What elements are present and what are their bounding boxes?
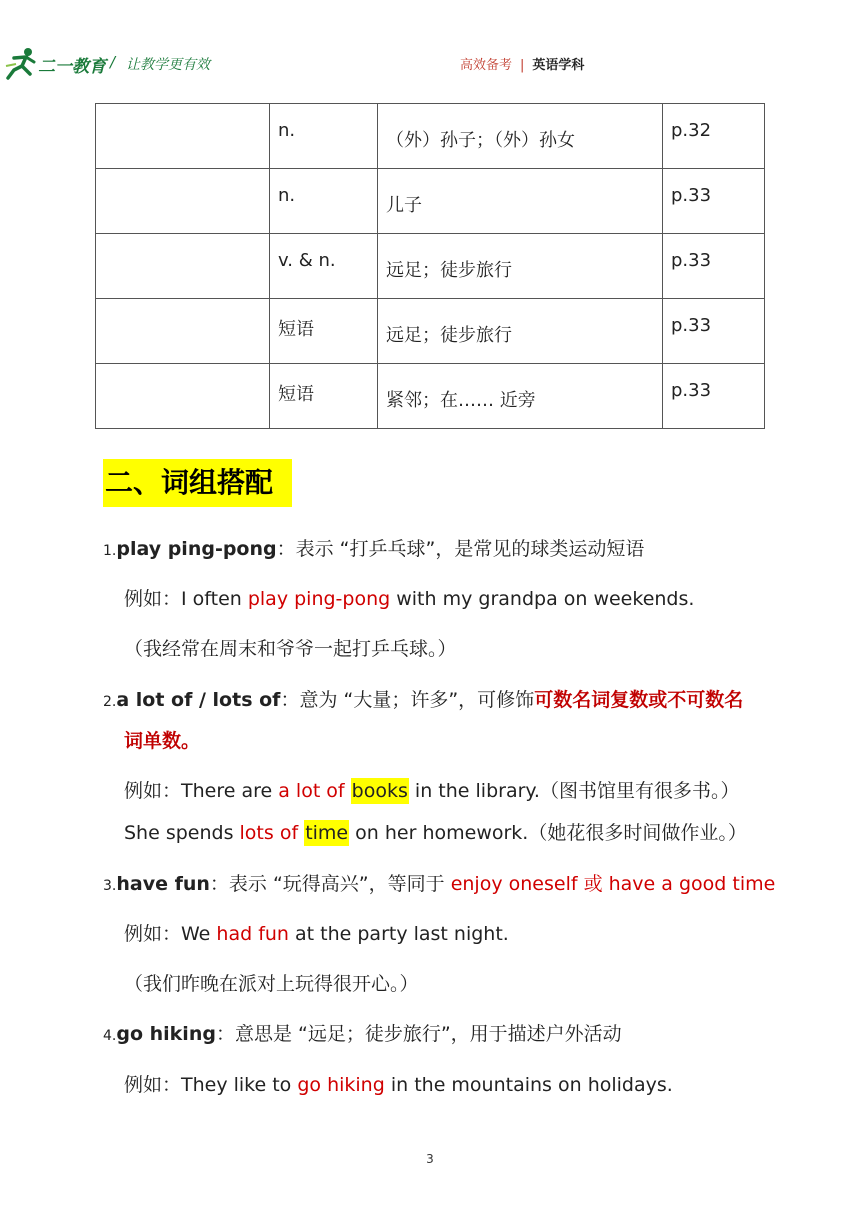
header-right (460, 54, 584, 73)
example-text: 例如：We (124, 923, 217, 945)
phrase-item-1 (103, 534, 644, 561)
pos-cell: n. (270, 169, 378, 234)
item-number: 4. (103, 1028, 117, 1044)
section-heading: 二、词组搭配 (103, 459, 292, 507)
phrase-item-2-continued (124, 726, 200, 753)
example-sentence (124, 818, 747, 845)
highlighted-phrase: a lot of (278, 780, 345, 802)
example-sentence (124, 776, 739, 803)
emphasis-text: 词单数。 (124, 730, 201, 752)
pos-cell: 短语 (270, 364, 378, 429)
item-number: 1. (103, 543, 117, 559)
example-text: in the mountains on holidays. (384, 1074, 673, 1096)
header-tag-left: 高效备考 (460, 58, 513, 73)
phrase-description: ：意思是 “远足；徒步旅行”，用于描述户外活动 (215, 1023, 622, 1045)
word-cell (96, 364, 270, 429)
table-row (96, 169, 765, 234)
table-row (96, 234, 765, 299)
highlighted-noun: books (351, 780, 408, 802)
example-text: She spends (124, 822, 240, 844)
example-text: on her homework.（她花很多时间做作业。） (349, 822, 747, 844)
slogan: 让教学更有效 (126, 57, 210, 73)
page-cell: p.32 (663, 104, 765, 169)
example-text: 例如：I often (124, 588, 248, 610)
spacer (345, 780, 351, 802)
phrase: a lot of / lots of (116, 689, 281, 711)
table-row (96, 104, 765, 169)
example-text: at the party last night. (288, 923, 509, 945)
translation: （我们昨晚在派对上玩得很开心。） (124, 973, 419, 995)
page-cell: p.33 (663, 364, 765, 429)
phrase: play ping-pong (116, 538, 277, 560)
translation: （我经常在周末和爷爷一起打乒乓球。） (124, 638, 457, 660)
highlighted-phrase: play ping-pong (247, 588, 391, 610)
item-number: 2. (103, 694, 117, 710)
brand-name: 二一教育 (38, 57, 106, 77)
meaning-cell: （外）孙子；（外）孙女 (378, 104, 663, 169)
table-row (96, 364, 765, 429)
example-text: 例如：There are (124, 780, 279, 802)
pos-cell: n. (270, 104, 378, 169)
pos-cell: v. & n. (270, 234, 378, 299)
meaning-cell: 紧邻；在…… 近旁 (378, 364, 663, 429)
runner-logo-icon (4, 44, 38, 80)
brand-separator: / (110, 53, 116, 71)
page-cell: p.33 (663, 169, 765, 234)
highlighted-phrase: had fun (216, 923, 289, 945)
page-number: 3 (426, 1152, 434, 1166)
phrase-description: ：表示 “打乒乓球”，是常见的球类运动短语 (276, 538, 645, 560)
highlighted-noun: time (305, 822, 349, 844)
phrase-item-3 (103, 869, 775, 896)
phrase-description: ：意为 “大量；许多”，可修饰 (280, 689, 535, 711)
meaning-cell: 远足；徒步旅行 (378, 234, 663, 299)
word-cell (96, 169, 270, 234)
word-cell (96, 104, 270, 169)
highlighted-phrase: lots of (239, 822, 299, 844)
example-text: with my grandpa on weekends. (390, 588, 695, 610)
highlighted-phrase: go hiking (297, 1074, 385, 1096)
word-cell (96, 234, 270, 299)
example-sentence (124, 1070, 673, 1097)
table-row (96, 299, 765, 364)
example-text: in the library.（图书馆里有很多书。） (408, 780, 740, 802)
phrase-item-2 (103, 685, 743, 712)
example-sentence (124, 919, 509, 946)
word-cell (96, 299, 270, 364)
meaning-cell: 远足；徒步旅行 (378, 299, 663, 364)
phrase-item-4 (103, 1019, 622, 1046)
item-number: 3. (103, 878, 117, 894)
example-sentence (124, 584, 694, 611)
page-cell: p.33 (663, 299, 765, 364)
phrase: have fun (116, 873, 210, 895)
pos-cell: 短语 (270, 299, 378, 364)
page-header (0, 0, 860, 90)
header-subject: 英语学科 (532, 58, 585, 73)
phrase-description: ：表示 “玩得高兴”，等同于 (209, 873, 451, 895)
header-divider: | (520, 58, 525, 73)
vocabulary-table (95, 103, 765, 429)
phrase: go hiking (116, 1023, 216, 1045)
meaning-cell: 儿子 (378, 169, 663, 234)
example-text: 例如：They like to (124, 1074, 298, 1096)
page-cell: p.33 (663, 234, 765, 299)
emphasis-text: 可数名词复数或不可数名 (534, 689, 744, 711)
synonym-text: enjoy oneself 或 have a good time (450, 873, 776, 895)
